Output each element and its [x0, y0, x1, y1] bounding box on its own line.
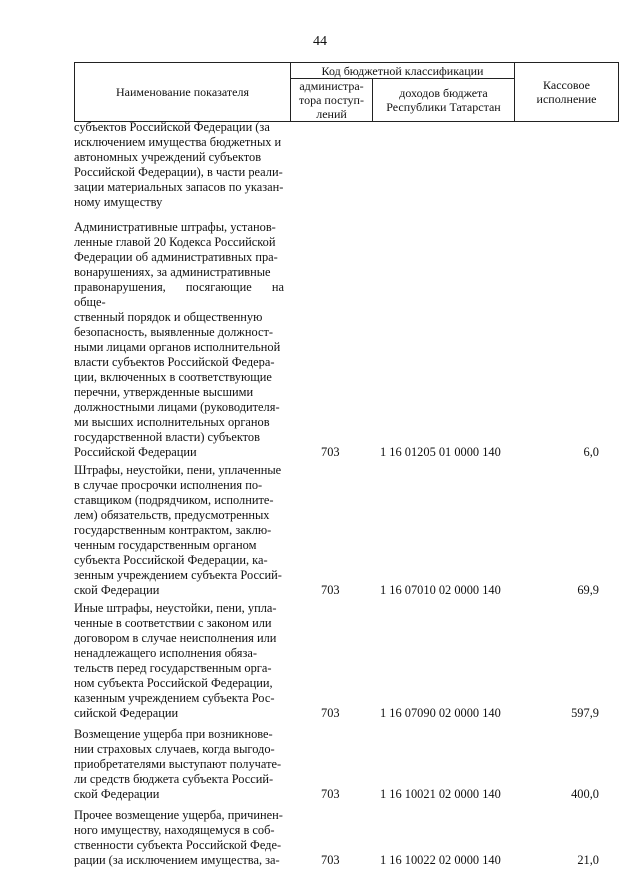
row-sum: 6,0 [583, 445, 599, 459]
row-income-code: 1 16 10021 02 0000 140 [380, 787, 501, 801]
header-name-column: Наименование показателя [75, 63, 291, 122]
row-sum: 597,9 [571, 706, 599, 720]
header-admin-column: администра- тора поступ- лений [291, 79, 373, 122]
row-income-code: 1 16 10022 02 0000 140 [380, 853, 501, 867]
row-name: Штрафы, неустойки, пени, уплаченные в случае просрочки исполнения по- ставщиком (подрядчиком, исполните- лем) обязательств, предусмотренных государственным контрактом, заклю- ченным государственным органом субъекта Российской Федерации, ка- зенным учреждением субъекта Россий- ской Федерации [74, 463, 282, 597]
row-name: Административные штрафы, установ- ленные главой 20 Кодекса Российской Федерации об административных пра- вонарушениях, за административные правонарушения, посягающие на обще- ственный порядок и общественную безопасность, выявленные должност- ными лицами органов исполнительной власти субъектов Российской Федера- ции, включенных в соответствующие перечни, утвержденные высшими должностными лицами (руководителя- ми высших исполнительных органов государственной власти) субъектов Российской Федерации [74, 220, 284, 459]
row-sum: 21,0 [577, 853, 599, 867]
row-name: Возмещение ущерба при возникнове- нии страховых случаев, когда выгодо- приобретателями выступают получате- ли средств бюджета субъекта Россий- ской Федерации [74, 727, 282, 801]
row-admin-code: 703 [321, 706, 340, 720]
table-row [74, 808, 618, 868]
row-name: Иные штрафы, неустойки, пени, упла- ченные в соответствии с законом или договором в случае неисполнения или ненадлежащего исполнения обяза- тельств перед государственным орга- ном субъекта Российской Федерации, казенным учреждением субъекта Рос- сийской Федерации [74, 601, 277, 720]
table-row [74, 120, 618, 210]
table-header [74, 62, 619, 122]
table-row [74, 601, 618, 721]
row-name: субъектов Российской Федерации (за исключением имущества бюджетных и автономных учреждений субъектов Российской Федерации), в части реали- зации материальных запасов по указан- ному имуществу [74, 120, 284, 209]
row-admin-code: 703 [321, 853, 340, 867]
table-row [74, 463, 618, 598]
row-name: Прочее возмещение ущерба, причинен- ного имуществу, находящемуся в соб- ственности субъекта Российской Феде- рации (за исключением имущества, за- [74, 808, 283, 867]
row-admin-code: 703 [321, 583, 340, 597]
row-admin-code: 703 [321, 787, 340, 801]
table-body [74, 120, 618, 868]
row-sum: 69,9 [577, 583, 599, 597]
row-admin-code: 703 [321, 445, 340, 459]
row-sum: 400,0 [571, 787, 599, 801]
table-row [74, 220, 618, 460]
row-income-code: 1 16 07090 02 0000 140 [380, 706, 501, 720]
table-row [74, 727, 618, 802]
page-number: 44 [313, 34, 327, 49]
row-income-code: 1 16 07010 02 0000 140 [380, 583, 501, 597]
header-classification-group: Код бюджетной классификации [291, 63, 515, 79]
header-sum-column: Кассовое исполнение [515, 63, 619, 122]
row-income-code: 1 16 01205 01 0000 140 [380, 445, 501, 459]
header-income-column: доходов бюджета Республики Татарстан [373, 79, 515, 122]
